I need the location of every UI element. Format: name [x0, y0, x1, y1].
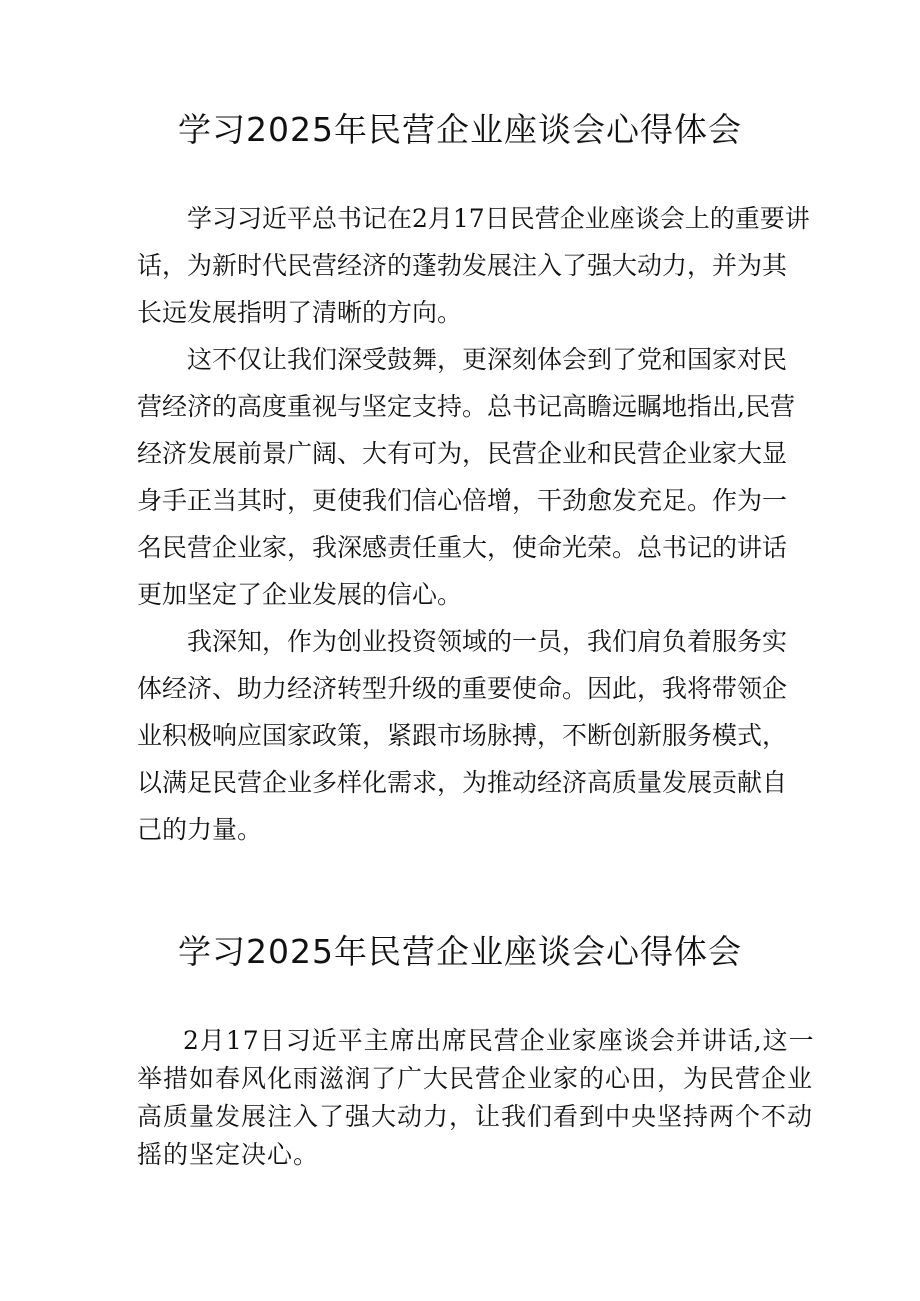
- article-2-paragraph-1: [137, 1022, 815, 1174]
- text-line: 长远发展指明了清晰的方向。: [137, 298, 463, 327]
- text-line: 我深知，作为创业投资领域的一员，我们肩负着服务实: [187, 627, 788, 656]
- article-1-paragraph-1: [137, 195, 810, 336]
- text-line: 这不仅让我们深受鼓舞，更深刻体会到了党和国家对民: [187, 345, 788, 374]
- text-line: 营经济的高度重视与坚定支持。总书记高瞻远瞩地指出,民营: [137, 392, 795, 421]
- article-1-paragraph-2: [137, 336, 795, 618]
- text-line: 更加坚定了企业发展的信心。: [137, 580, 463, 609]
- article-2-body: [137, 1022, 815, 1174]
- text-line: 以满足民营企业多样化需求，为推动经济高质量发展贡献自: [137, 768, 788, 797]
- article-1-title: 学习2025年民营企业座谈会心得体会: [178, 110, 742, 149]
- text-line: 摇的坚定决心。: [137, 1140, 320, 1169]
- text-line: 名民营企业家，我深感责任重大，使命光荣。总书记的讲话: [137, 533, 788, 562]
- text-line: 举措如春风化雨滋润了广大民营企业家的心田，为民营企业: [137, 1064, 814, 1093]
- text-line: 业积极响应国家政策，紧跟市场脉搏，不断创新服务模式，: [137, 721, 788, 750]
- text-line: 学习习近平总书记在2月17日民营企业座谈会上的重要讲: [187, 204, 810, 233]
- article-1-paragraph-3: [137, 618, 787, 853]
- article-1-body: [137, 195, 810, 853]
- text-line: 话，为新时代民营经济的蓬勃发展注入了强大动力，并为其: [137, 251, 788, 280]
- text-line: 身手正当其时，更使我们信心倍增，干劲愈发充足。作为一: [137, 486, 788, 515]
- article-2-title: 学习2025年民营企业座谈会心得体会: [178, 932, 742, 971]
- text-line: 高质量发展注入了强大动力，让我们看到中央坚持两个不动: [137, 1102, 814, 1131]
- text-line: 2月17日习近平主席出席民营企业家座谈会并讲话,这一: [183, 1026, 815, 1055]
- text-line: 体经济、助力经济转型升级的重要使命。因此，我将带领企: [137, 674, 788, 703]
- text-line: 经济发展前景广阔、大有可为，民营企业和民营企业家大显: [137, 439, 788, 468]
- text-line: 己的力量。: [137, 815, 263, 844]
